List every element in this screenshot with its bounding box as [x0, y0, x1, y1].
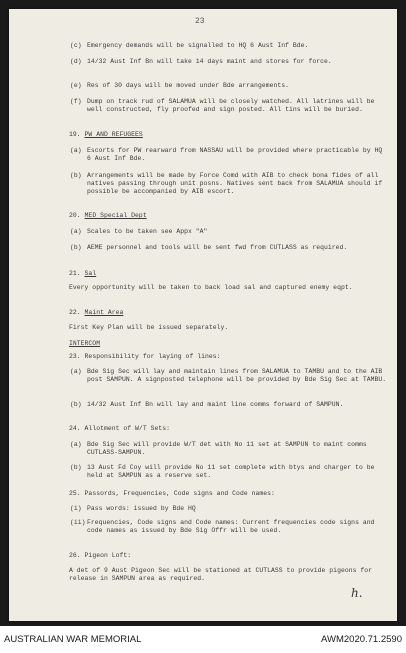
- section-26-heading: [69, 552, 131, 560]
- section-26-text: [69, 567, 389, 583]
- item-text: Scales to be taken see Appx "A": [87, 228, 208, 235]
- section-text: Passords, Frequencies, Code signs and Code names:: [84, 490, 275, 497]
- section-number: 24.: [69, 425, 81, 432]
- intercom-heading: [69, 340, 100, 348]
- item-d: [70, 58, 387, 66]
- document-body: [9, 9, 397, 621]
- paragraph-text: Every opportunity will be taken to back load sal and captured enemy eqpt.: [69, 284, 353, 291]
- section-number: 26.: [69, 552, 81, 559]
- paragraph-text: First Key Plan will be issued separately.: [69, 324, 229, 331]
- item-text: AEME personnel and tools will be sent fwd from CUTLASS as required.: [87, 244, 348, 251]
- item-c: [70, 42, 387, 50]
- section-number: 22.: [69, 309, 81, 316]
- item-mark: (b): [70, 244, 82, 251]
- item-text: Arrangements will be made by Force Comd with AIB to check bona fides of all natives passing through unit posns. Natives sent back from SALAMUA should if possible be accompanied by AIB escort.: [87, 172, 383, 196]
- item-text: 13 Aust Fd Coy will provide No 11 set complete with btys and charger to be held at SAMPUN as a reserve set.: [87, 464, 375, 480]
- section-22-heading: [69, 309, 123, 317]
- item-mark: (b): [70, 464, 82, 471]
- page-number: 23: [195, 17, 205, 26]
- item-20a: [70, 228, 387, 236]
- item-mark: (i): [70, 505, 82, 512]
- item-25ii: [70, 519, 387, 535]
- item-text: Escorts for PW rearward from NASSAU will be provided where practicable by HQ 6 Aust Inf Bde.: [87, 147, 383, 163]
- section-21-heading: [69, 270, 96, 278]
- item-mark: (f): [70, 98, 82, 105]
- item-24a: [70, 441, 387, 457]
- item-19a: [70, 147, 387, 163]
- section-21-text: [69, 284, 389, 292]
- item-text: Pass words: issued by Bde HQ: [87, 505, 196, 512]
- item-text: Bde Sig Sec will lay and maintain lines from SALAMUA to TAMBU and to the AIB post SAMPUN. A signposted telephone will be provided by Bde Sig Sec at TAMBU.: [87, 368, 387, 384]
- item-20b: [70, 244, 387, 252]
- archive-name: AUSTRALIAN WAR MEMORIAL: [4, 634, 142, 645]
- item-text: 14/32 Aust Inf Bn will take 14 days maint and stores for force.: [87, 58, 332, 65]
- section-number: 23.: [69, 353, 81, 360]
- item-25i: [70, 505, 387, 513]
- item-24b: [70, 464, 387, 480]
- item-mark: (e): [70, 82, 82, 89]
- item-text: Res of 30 days will be moved under Bde arrangements.: [87, 82, 290, 89]
- section-title: Maint Area: [84, 309, 124, 316]
- item-mark: (a): [70, 147, 82, 154]
- section-number: 21.: [69, 270, 81, 277]
- handwritten-initials: h.: [351, 586, 363, 600]
- item-mark: (a): [70, 228, 82, 235]
- item-mark: (a): [70, 441, 82, 448]
- section-text: Pigeon Loft:: [84, 552, 132, 559]
- archive-footer: [0, 626, 406, 653]
- item-text: 14/32 Aust Inf Bn will lay and maint line comms forward of SAMPUN.: [87, 401, 344, 408]
- section-number: 25.: [69, 490, 81, 497]
- document-page: [9, 9, 397, 621]
- item-mark: (ii): [70, 519, 86, 526]
- section-23-heading: [69, 353, 221, 361]
- item-mark: (b): [70, 172, 82, 179]
- section-24-heading: [69, 425, 170, 433]
- section-title: INTERCOM: [69, 340, 101, 347]
- item-f: [70, 98, 387, 114]
- section-title: PW AND REFUGEES: [84, 131, 143, 138]
- section-text: Responsibility for laying of lines:: [84, 353, 221, 360]
- item-23a: [70, 368, 387, 384]
- section-25-heading: [69, 490, 275, 498]
- section-text: Allotment of W/T Sets:: [84, 425, 171, 432]
- item-text: Emergency demands will be signalled to HQ 6 Aust Inf Bde.: [87, 42, 309, 49]
- section-22-text: [69, 324, 389, 332]
- item-text: Dump on track rud of SALAMUA will be closely watched. All latrines will be well constructed, fly proofed and sign posted. All tins will be buried.: [87, 98, 375, 114]
- paragraph-text: A det of 9 Aust Pigeon Sec will be stationed at CUTLASS to provide pigeons for release in SAMPUN area as required.: [69, 567, 373, 583]
- section-title: Sal: [84, 270, 97, 277]
- item-mark: (b): [70, 401, 82, 408]
- item-e: [70, 82, 387, 90]
- item-mark: (a): [70, 368, 82, 375]
- item-23b: [70, 401, 387, 409]
- item-text: Frequencies, Code signs and Code names: Current frequencies code signs and code names as issued by Bde Sig Offr will be used.: [87, 519, 375, 535]
- item-19b: [70, 172, 387, 197]
- section-number: 20.: [69, 212, 81, 219]
- item-text: Bde Sig Sec will provide W/T det with No 11 set at SAMPUN to maint comms CUTLASS-SAMPUN.: [87, 441, 367, 457]
- item-mark: (c): [70, 42, 82, 49]
- section-19-heading: [69, 131, 143, 139]
- archive-reference: AWM2020.71.2590: [321, 634, 402, 645]
- section-title: MED Special Dept: [84, 212, 147, 219]
- item-mark: (d): [70, 58, 82, 65]
- section-20-heading: [69, 212, 147, 220]
- section-number: 19.: [69, 131, 81, 138]
